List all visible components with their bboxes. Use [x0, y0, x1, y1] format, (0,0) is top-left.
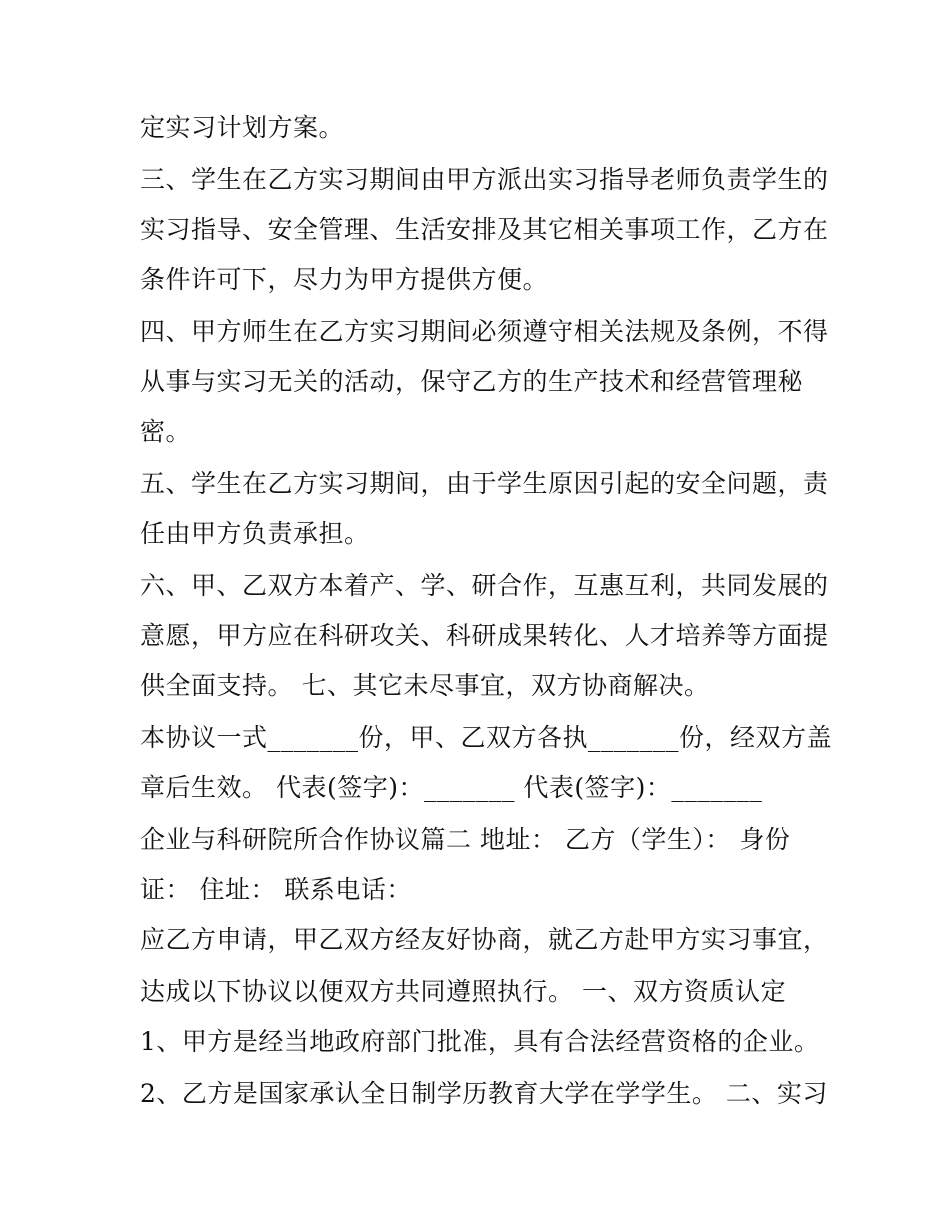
text-line: 条件许可下，尽力为甲方提供方便。	[140, 265, 549, 294]
text-line: 从事与实习无关的活动，保守乙方的生产技术和经营管理秘	[140, 367, 804, 396]
text-line: 1、甲方是经当地政府部门批准，具有合法经营资格的企业。	[140, 1027, 820, 1056]
text-line: 意愿，甲方应在科研攻关、科研成果转化、人才培养等方面提	[140, 621, 829, 650]
text-line: 本协议一式_______份，甲、乙双方各执_______份，经双方盖	[140, 723, 833, 752]
text-line: 五、学生在乙方实习期间，由于学生原因引起的安全问题，责	[140, 469, 829, 498]
text-line: 达成以下协议以便双方共同遵照执行。 一、双方资质认定	[140, 977, 786, 1006]
text-line: 应乙方申请，甲乙双方经友好协商，就乙方赴甲方实习事宜，	[140, 925, 829, 954]
text-line: 三、学生在乙方实习期间由甲方派出实习指导老师负责学生的	[140, 165, 829, 194]
text-line: 任由甲方负责承担。	[140, 519, 370, 548]
text-line: 企业与科研院所合作协议篇二 地址： 乙方（学生）： 身份	[140, 825, 791, 854]
text-line: 供全面支持。 七、其它未尽事宜，双方协商解决。	[140, 671, 710, 700]
text-line: 证： 住址： 联系电话：	[140, 875, 412, 904]
text-line: 密。	[140, 417, 192, 446]
text-line: 六、甲、乙双方本着产、学、研合作，互惠互利，共同发展的	[140, 571, 829, 600]
text-line: 章后生效。 代表(签字)：_______ 代表(签字)：_______	[140, 773, 763, 802]
text-line: 四、甲方师生在乙方实习期间必须遵守相关法规及条例，不得	[140, 317, 829, 346]
text-line: 定实习计划方案。	[140, 113, 345, 142]
text-line: 实习指导、安全管理、生活安排及其它相关事项工作，乙方在	[140, 215, 829, 244]
text-line: 2、乙方是国家承认全日制学历教育大学在学学生。 二、实习	[140, 1079, 828, 1108]
